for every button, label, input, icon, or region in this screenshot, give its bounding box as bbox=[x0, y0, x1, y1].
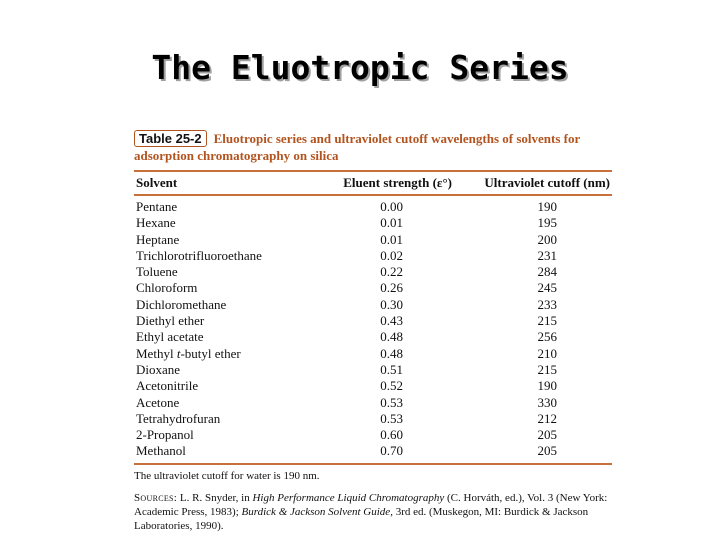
sources-text-1: L. R. Snyder, in bbox=[177, 491, 253, 504]
cell-eluent-strength: 0.48 bbox=[380, 345, 403, 361]
table-bottom-rule bbox=[134, 463, 612, 465]
cell-solvent: 2-Propanol bbox=[136, 427, 194, 443]
cell-eluent-strength: 0.60 bbox=[380, 427, 403, 443]
cell-solvent: Dioxane bbox=[136, 361, 181, 377]
table-footnote: The ultraviolet cutoff for water is 190 nm. bbox=[134, 469, 320, 482]
cell-solvent: Diethyl ether bbox=[136, 313, 205, 329]
table-row bbox=[134, 297, 612, 313]
cell-uv-cutoff: 190 bbox=[537, 378, 557, 394]
cell-uv-cutoff: 215 bbox=[537, 313, 557, 329]
cell-eluent-strength: 0.53 bbox=[380, 394, 403, 410]
table-row bbox=[134, 248, 612, 264]
table-row bbox=[134, 232, 612, 248]
header-eluent-strength: Eluent strength (ε°) bbox=[343, 175, 452, 190]
table-row bbox=[134, 378, 612, 394]
table-row bbox=[134, 215, 612, 231]
cell-solvent: Tetrahydrofuran bbox=[136, 410, 221, 426]
table-row bbox=[134, 313, 612, 329]
table-number-tag: Table 25-2 bbox=[134, 130, 207, 147]
cell-solvent: Acetone bbox=[136, 394, 180, 410]
table-row bbox=[134, 395, 612, 411]
cell-solvent: Methyl t-butyl ether bbox=[136, 345, 241, 361]
cell-uv-cutoff: 245 bbox=[537, 280, 557, 296]
table-header bbox=[134, 172, 612, 194]
sources-book-2: Burdick & Jackson Solvent Guide bbox=[241, 505, 391, 518]
cell-uv-cutoff: 256 bbox=[537, 329, 557, 345]
sources-label: Sources: bbox=[134, 491, 178, 504]
cell-uv-cutoff: 190 bbox=[537, 199, 557, 214]
cell-uv-cutoff: 284 bbox=[537, 264, 557, 280]
cell-eluent-strength: 0.48 bbox=[380, 329, 403, 345]
cell-eluent-strength: 0.02 bbox=[380, 247, 403, 263]
cell-eluent-strength: 0.22 bbox=[380, 264, 403, 280]
cell-uv-cutoff: 195 bbox=[537, 215, 557, 231]
cell-eluent-strength: 0.01 bbox=[380, 215, 403, 231]
cell-solvent: Acetonitrile bbox=[136, 378, 199, 394]
cell-eluent-strength: 0.70 bbox=[380, 443, 403, 459]
cell-solvent: Chloroform bbox=[136, 280, 198, 296]
table-row bbox=[134, 443, 612, 459]
cell-uv-cutoff: 200 bbox=[537, 231, 557, 247]
table-block bbox=[134, 130, 612, 533]
cell-uv-cutoff: 205 bbox=[537, 427, 557, 443]
sources-book-1: High Performance Liquid Chromatography bbox=[252, 491, 445, 504]
cell-solvent: Dichloromethane bbox=[136, 296, 227, 312]
table-row bbox=[134, 280, 612, 296]
sources-text-3: , 3rd ed. (Muskegon, MI: Burdick & Jackson Laboratories, 1990). bbox=[134, 505, 589, 532]
cell-solvent: Hexane bbox=[136, 215, 176, 231]
header-uv-cutoff: Ultraviolet cutoff (nm) bbox=[484, 175, 610, 190]
cell-eluent-strength: 0.43 bbox=[380, 313, 403, 329]
cell-solvent: Pentane bbox=[136, 199, 178, 214]
cell-eluent-strength: 0.53 bbox=[380, 410, 403, 426]
cell-solvent: Ethyl acetate bbox=[136, 329, 204, 345]
table-caption-text: Eluotropic series and ultraviolet cutoff wavelengths of solvents for adsorption chromatography on silica bbox=[134, 131, 581, 163]
cell-eluent-strength: 0.00 bbox=[380, 199, 403, 214]
cell-eluent-strength: 0.51 bbox=[380, 361, 403, 377]
table-row bbox=[134, 264, 612, 280]
sources-text-2: (C. Horváth, ed.), Vol. 3 (New York: Academic Press, 1983); bbox=[134, 491, 608, 518]
table-row bbox=[134, 427, 612, 443]
cell-solvent: Methanol bbox=[136, 443, 186, 459]
cell-eluent-strength: 0.52 bbox=[380, 378, 403, 394]
table-row bbox=[134, 199, 612, 215]
table-body bbox=[134, 196, 612, 463]
cell-uv-cutoff: 212 bbox=[537, 410, 557, 426]
cell-eluent-strength: 0.26 bbox=[380, 280, 403, 296]
cell-uv-cutoff: 215 bbox=[537, 361, 557, 377]
table-sources bbox=[134, 491, 612, 533]
cell-uv-cutoff: 330 bbox=[537, 394, 557, 410]
table-row bbox=[134, 346, 612, 362]
table-row bbox=[134, 362, 612, 378]
cell-solvent: Trichlorotrifluoroethane bbox=[136, 247, 262, 263]
cell-uv-cutoff: 233 bbox=[537, 296, 557, 312]
cell-solvent: Heptane bbox=[136, 231, 180, 247]
cell-uv-cutoff: 231 bbox=[537, 247, 557, 263]
table-row bbox=[134, 329, 612, 345]
slide-title: The Eluotropic Series bbox=[151, 48, 569, 87]
table-caption bbox=[134, 130, 612, 164]
cell-solvent: Toluene bbox=[136, 264, 178, 280]
table-row bbox=[134, 411, 612, 427]
cell-uv-cutoff: 210 bbox=[537, 345, 557, 361]
cell-uv-cutoff: 205 bbox=[537, 443, 557, 459]
cell-eluent-strength: 0.01 bbox=[380, 231, 403, 247]
header-solvent: Solvent bbox=[136, 175, 178, 190]
cell-eluent-strength: 0.30 bbox=[380, 296, 403, 312]
